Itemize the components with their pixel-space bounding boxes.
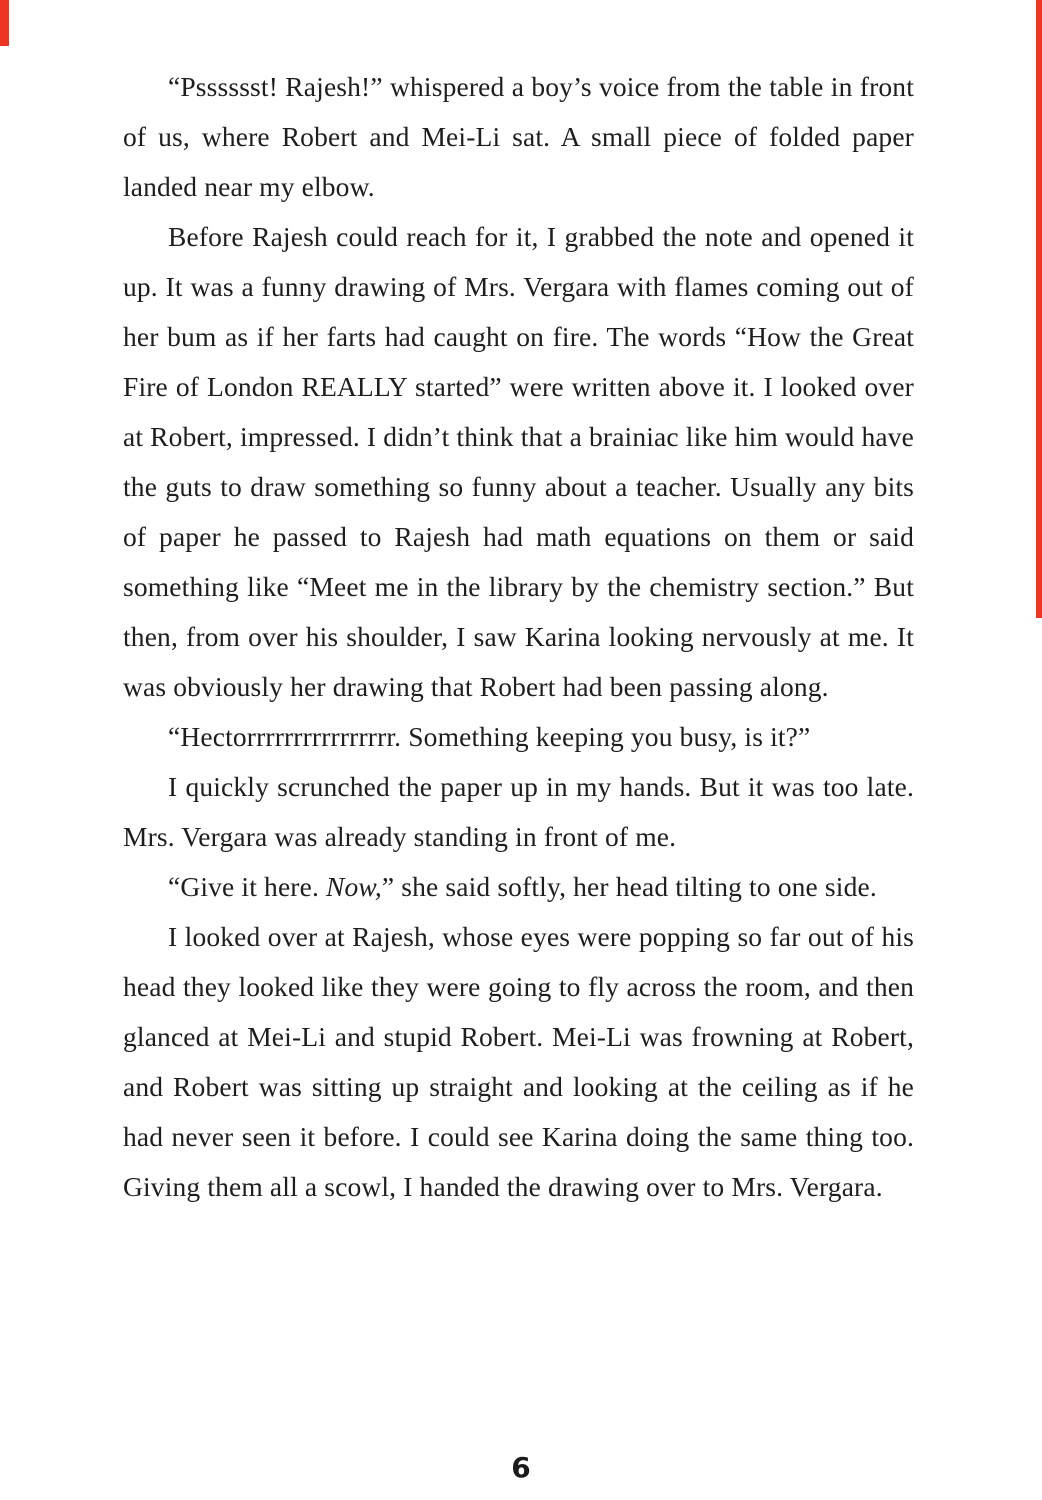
- page-number: 6: [511, 1451, 531, 1484]
- scan-edge-right-mark: [1036, 0, 1042, 618]
- paragraph: [123, 912, 914, 1212]
- paragraph-text: “Hectorrrrrrrrrrrrrrrr. Something keeping you busy, is it?”: [168, 721, 811, 752]
- paragraph-text: I quickly scrunched the paper up in my hands. But it was too late. Mrs. Vergara was already standing in front of me.: [123, 771, 914, 852]
- scan-edge-left-mark: [0, 0, 9, 46]
- paragraph-text: “Psssssst! Rajesh!” whispered a boy’s voice from the table in front of us, where Robert and Mei-Li sat. A small piece of folded paper landed near my elbow.: [123, 71, 914, 202]
- paragraph: [123, 62, 914, 212]
- paragraph-text-italic: Now,: [326, 871, 382, 902]
- paragraph-text: ” she said softly, her head tilting to one side.: [381, 871, 877, 902]
- paragraph: [123, 862, 914, 912]
- paragraph-text: Before Rajesh could reach for it, I grabbed the note and opened it up. It was a funny drawing of Mrs. Vergara with flames coming out of her bum as if her farts had caught on fire. The words “How the Great Fire of London REALLY started” were written above it. I looked over at Robert, impressed. I didn’t think that a brainiac like him would have the guts to draw something so funny about a teacher. Usually any bits of paper he passed to Rajesh had math equations on them or said something like “Meet me in the library by the chemistry section.” But then, from over his shoulder, I saw Karina looking nervously at me. It was obviously her drawing that Robert had been passing along.: [123, 221, 914, 702]
- paragraph: [123, 762, 914, 862]
- page-text: [123, 62, 914, 1212]
- paragraph-text: I looked over at Rajesh, whose eyes were popping so far out of his head they looked like they were going to fly across the room, and then glanced at Mei-Li and stupid Robert. Mei-Li was frowning at Robert, and Robert was sitting up straight and looking at the ceiling as if he had never seen it before. I could see Karina doing the same thing too. Giving them all a scowl, I handed the drawing over to Mrs. Vergara.: [123, 921, 914, 1202]
- paragraph-text: “Give it here.: [168, 871, 327, 902]
- paragraph: [123, 712, 914, 762]
- paragraph: [123, 212, 914, 712]
